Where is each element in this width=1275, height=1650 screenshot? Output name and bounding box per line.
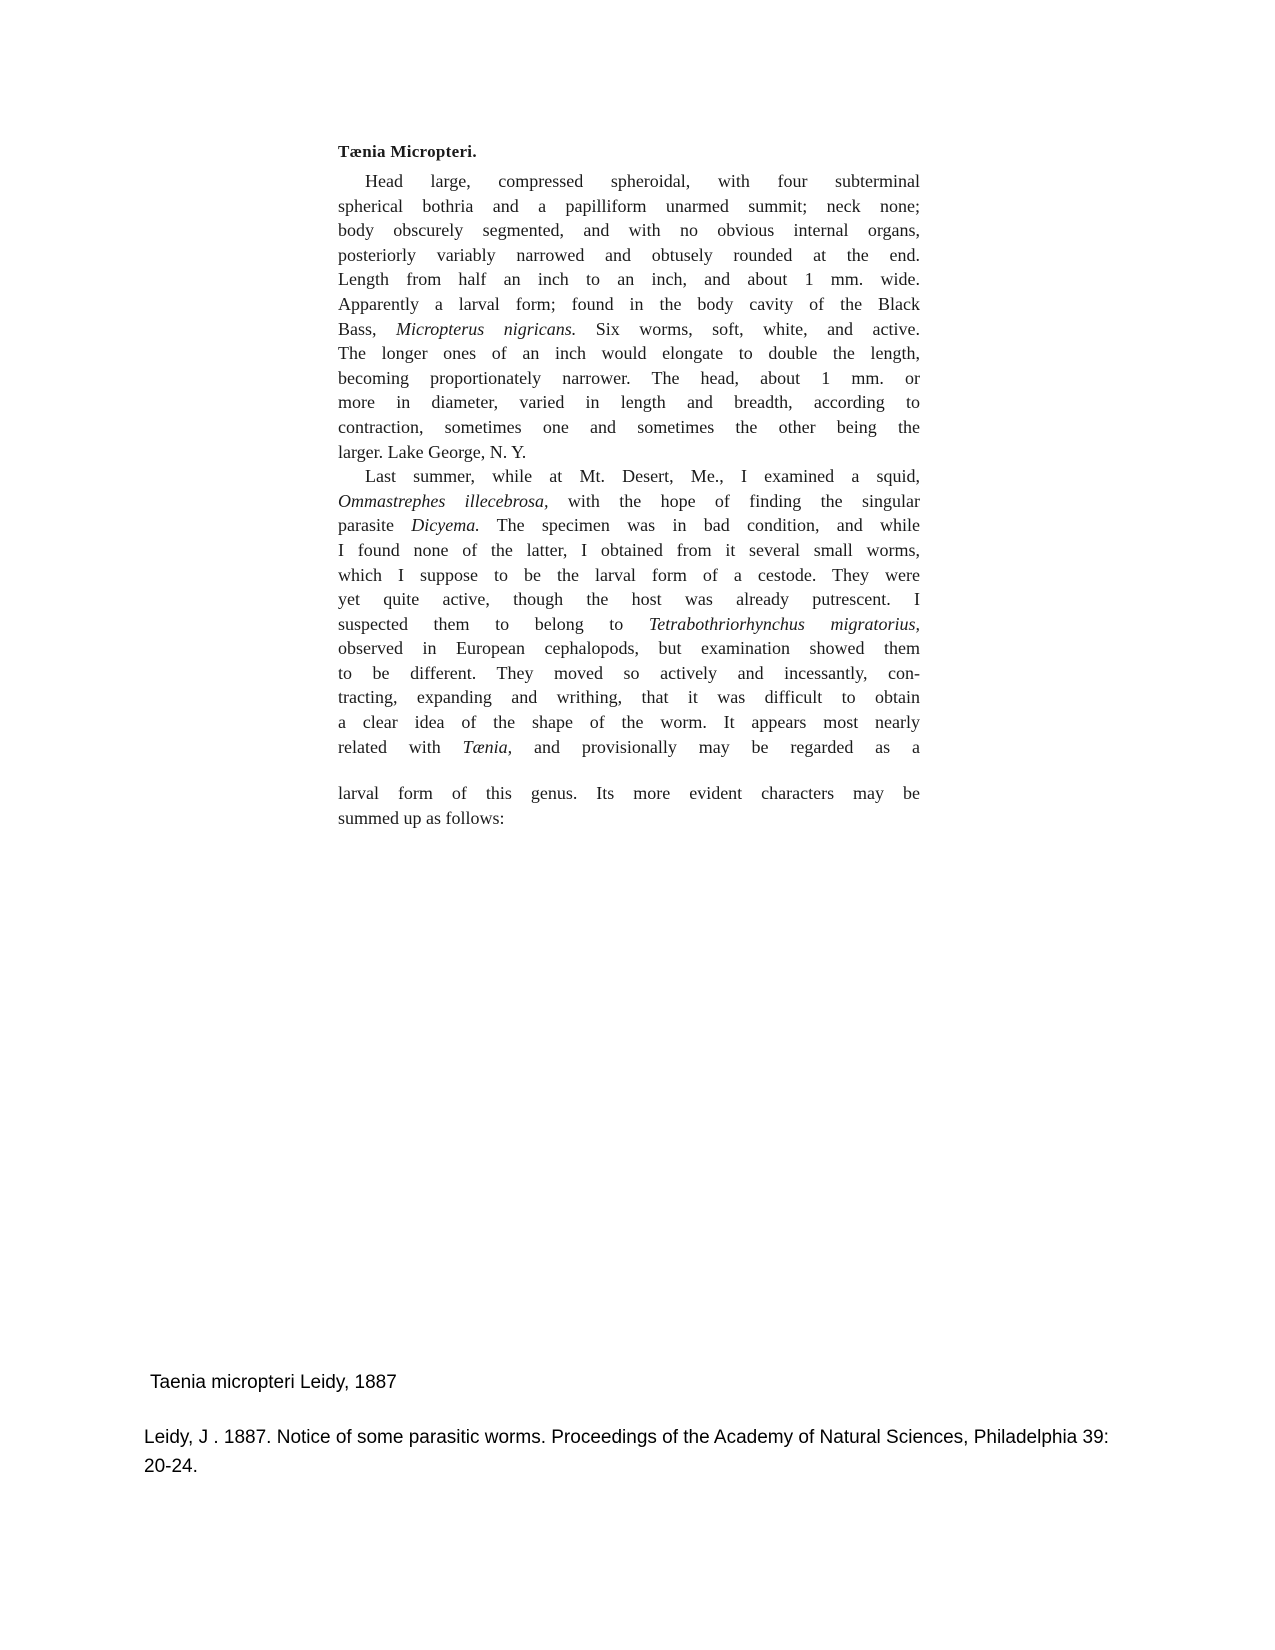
body-text: spherical bothria and a papilliform unarmed summit; neck none; (338, 195, 920, 216)
text-line (338, 806, 920, 831)
text-line (338, 218, 920, 243)
text-line (338, 292, 920, 317)
paragraph (338, 464, 920, 759)
text-line (338, 513, 920, 538)
text-line (338, 366, 920, 391)
body-text: Head large, compressed spheroidal, with four subterminal (365, 171, 920, 191)
body-text: yet quite active, though the host was already putrescent. I (338, 589, 920, 610)
citation-block (144, 1423, 1154, 1481)
scan-heading: Tænia Micropteri. (338, 142, 477, 161)
body-text: to be different. They moved so actively and incessantly, con- (338, 662, 920, 683)
body-text: observed in European cephalopods, but examination showed them (338, 638, 920, 659)
paragraph (338, 781, 920, 830)
text-line (338, 415, 920, 440)
body-text: posteriorly variably narrowed and obtusely rounded at the end. (338, 244, 920, 265)
body-text: Length from half an inch to an inch, and about 1 mm. wide. (338, 269, 920, 290)
body-text: larval form of this genus. Its more evident characters may be (338, 783, 920, 804)
text-line (338, 710, 920, 735)
text-line (338, 781, 920, 806)
body-text: Bass, (338, 318, 396, 339)
citation-line: Leidy, J . 1887. Notice of some parasitic worms. Proceedings of the Academy of Natural Sciences, Philadelphia 39: (144, 1427, 1109, 1448)
text-line (338, 440, 920, 465)
body-text: larger. Lake George, N. Y. (338, 441, 527, 462)
body-text: The specimen was in bad condition, and while (479, 515, 921, 536)
body-text: and provisionally may be regarded as a (512, 736, 920, 757)
body-text: The longer ones of an inch would elongate to double the length, (338, 343, 920, 364)
body-text: more in diameter, varied in length and breadth, according to (338, 392, 920, 413)
text-line (338, 587, 920, 612)
body-text: tracting, expanding and writhing, that it was difficult to obtain (338, 687, 920, 708)
italic-taxon-text: Micropterus nigricans. (395, 318, 577, 339)
species-caption: Taenia micropteri Leidy, 1887 (150, 1372, 397, 1393)
text-line (338, 169, 920, 194)
text-line (338, 685, 920, 710)
text-line (338, 489, 920, 514)
body-text: becoming proportionately narrower. The head, about 1 mm. or (338, 367, 920, 388)
paragraph (338, 169, 920, 464)
body-text: which I suppose to be the larval form of a cestode. They were (338, 564, 920, 585)
scanned-text-block (338, 142, 920, 830)
body-text: related with (338, 736, 463, 757)
body-text: suspected them to belong to (338, 613, 649, 634)
body-text: with the hope of finding the singular (548, 490, 920, 511)
body-text: Apparently a larval form; found in the body cavity of the Black (338, 293, 920, 314)
scanned-paragraphs (338, 169, 920, 830)
text-line (338, 563, 920, 588)
italic-taxon-text: Dicyema. (411, 515, 480, 536)
body-text: contraction, sometimes one and sometimes the other being the (338, 416, 920, 437)
text-line (338, 267, 920, 292)
text-line (338, 735, 920, 760)
body-text: Last summer, while at Mt. Desert, Me., I examined a squid, (365, 466, 920, 487)
body-text: summed up as follows: (338, 807, 505, 828)
italic-taxon-text: Tetrabothriorhynchus migratorius, (648, 613, 920, 634)
body-text: body obscurely segmented, and with no obvious internal organs, (338, 220, 920, 241)
text-line (338, 317, 920, 342)
italic-taxon-text: Tænia, (462, 736, 513, 757)
text-line (338, 194, 920, 219)
body-text: Six worms, soft, white, and active. (576, 318, 920, 339)
body-text: I found none of the latter, I obtained from it several small worms, (338, 539, 920, 560)
text-line (338, 661, 920, 686)
text-line (338, 243, 920, 268)
text-line (338, 390, 920, 415)
body-text: parasite (338, 515, 412, 536)
text-line (338, 538, 920, 563)
text-line (338, 341, 920, 366)
text-line (338, 464, 920, 489)
citation-line: 20-24. (144, 1456, 198, 1477)
body-text: a clear idea of the shape of the worm. It appears most nearly (338, 712, 920, 733)
text-line (338, 612, 920, 637)
italic-taxon-text: Ommastrephes illecebrosa, (338, 490, 549, 511)
text-line (338, 636, 920, 661)
